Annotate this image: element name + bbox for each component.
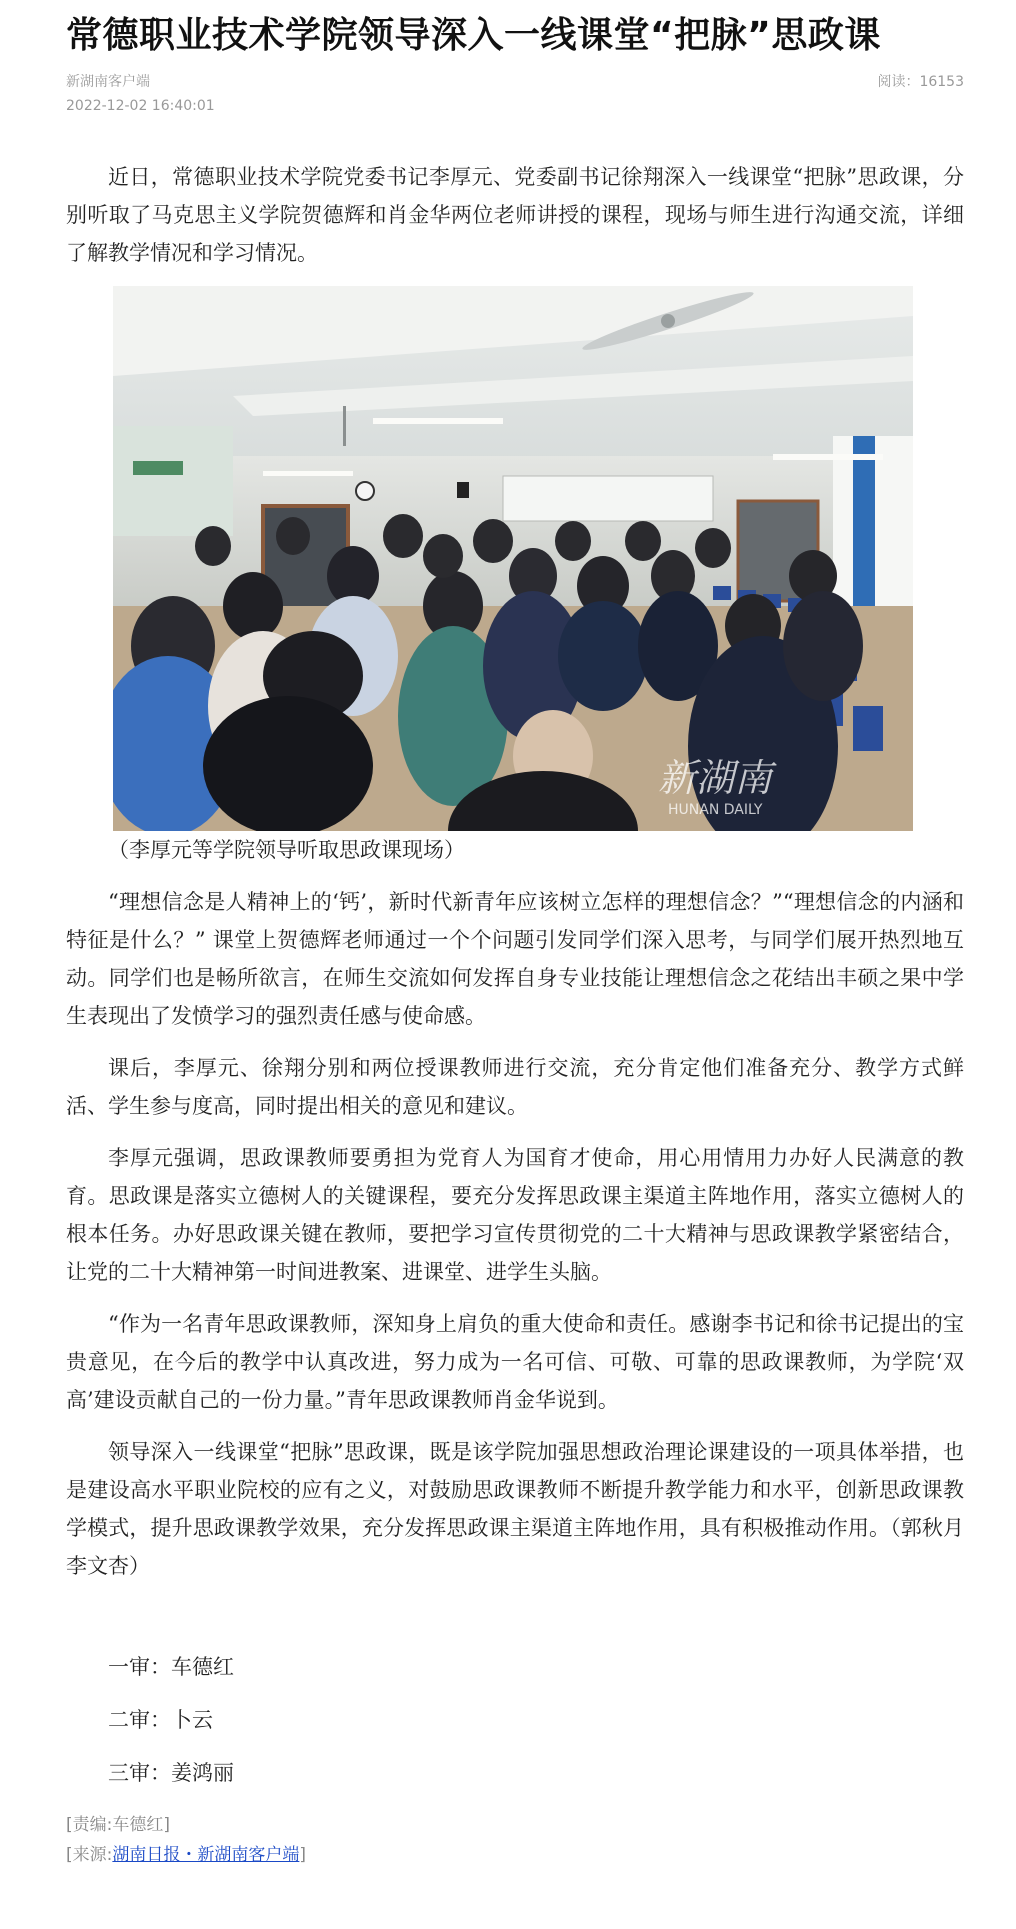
photo-watermark: 新湖南 <box>658 756 773 800</box>
photo-watermark-en: HUNAN DAILY <box>668 802 763 818</box>
read-count-label: 阅读： <box>877 74 920 90</box>
reviewer-third: 三审：姜鸿丽 <box>108 1761 234 1785</box>
reviewer-first: 一审：车德红 <box>108 1655 234 1679</box>
source-link[interactable]: 湖南日报・新湖南客户端 <box>112 1845 300 1865</box>
body-paragraph: “理想信念是人精神上的‘钙’，新时代新青年应该树立怎样的理想信念？”“理想信念的内涵和特征是什么？” 课堂上贺德辉老师通过一个个问题引发同学们深入思考，与同学们展开热烈地互动。同学们也是畅所欲言，在师生交流如何发挥自身专业技能让理想信念之花结出丰硕之果中学生表现出了发愤学习的强烈责任感与使命感。 <box>66 890 964 1028</box>
source-prefix: [来源: <box>66 1845 113 1865</box>
article-title: 常德职业技术学院领导深入一线课堂“把脉”思政课 <box>66 15 881 56</box>
classroom-photo-illustration <box>113 286 913 831</box>
classroom-photo <box>113 286 913 831</box>
article-meta <box>66 72 964 116</box>
intro-paragraph: 近日，常德职业技术学院党委书记李厚元、党委副书记徐翔深入一线课堂“把脉”思政课，分别听取了马克思主义学院贺德辉和肖金华两位老师讲授的课程，现场与师生进行沟通交流，详细了解教学情况和学习情况。 <box>66 165 964 265</box>
reviewer-list <box>66 1641 964 1800</box>
read-count-value: 16153 <box>919 74 964 90</box>
read-count <box>877 72 964 92</box>
article-footer <box>66 1810 964 1870</box>
photo-caption: （李厚元等学院领导听取思政课现场） <box>108 838 465 862</box>
editor-suffix: ] <box>163 1815 171 1835</box>
source-suffix: ] <box>299 1845 307 1865</box>
body-paragraph: 李厚元强调，思政课教师要勇担为党育人为国育才使命，用心用情用力办好人民满意的教育。思政课是落实立德树人的关键课程，要充分发挥思政课主渠道主阵地作用，落实立德树人的根本任务。办好思政课关键在教师，要把学习宣传贯彻党的二十大精神与思政课教学紧密结合，让党的二十大精神第一时间进教案、进课堂、进学生头脑。 <box>66 1146 964 1284</box>
editor-line <box>66 1810 964 1840</box>
reviewer-second: 二审：卜云 <box>108 1708 213 1732</box>
article-source: 新湖南客户端 <box>66 74 150 90</box>
body-paragraph: “作为一名青年思政课教师，深知身上肩负的重大使命和责任。感谢李书记和徐书记提出的宝贵意见，在今后的教学中认真改进，努力成为一名可信、可敬、可靠的思政课教师，为学院‘双高’建设贡献自己的一份力量。”青年思政课教师肖金华说到。 <box>66 1312 964 1412</box>
body-paragraph: 课后，李厚元、徐翔分别和两位授课教师进行交流，充分肯定他们准备充分、教学方式鲜活、学生参与度高，同时提出相关的意见和建议。 <box>66 1056 964 1118</box>
source-line <box>66 1840 964 1870</box>
article-body <box>66 158 964 1870</box>
article-datetime: 2022-12-02 16:40:01 <box>66 98 215 114</box>
editor-name: 车德红 <box>112 1815 164 1835</box>
body-paragraph: 领导深入一线课堂“把脉”思政课，既是该学院加强思想政治理论课建设的一项具体举措，也是建设高水平职业院校的应有之义，对鼓励思政课教师不断提升教学能力和水平，创新思政课教学模式，提升思政课教学效果，充分发挥思政课主渠道主阵地作用，具有积极推动作用。（郭秋月 李文杏） <box>66 1440 964 1578</box>
editor-prefix: [责编: <box>66 1815 113 1835</box>
